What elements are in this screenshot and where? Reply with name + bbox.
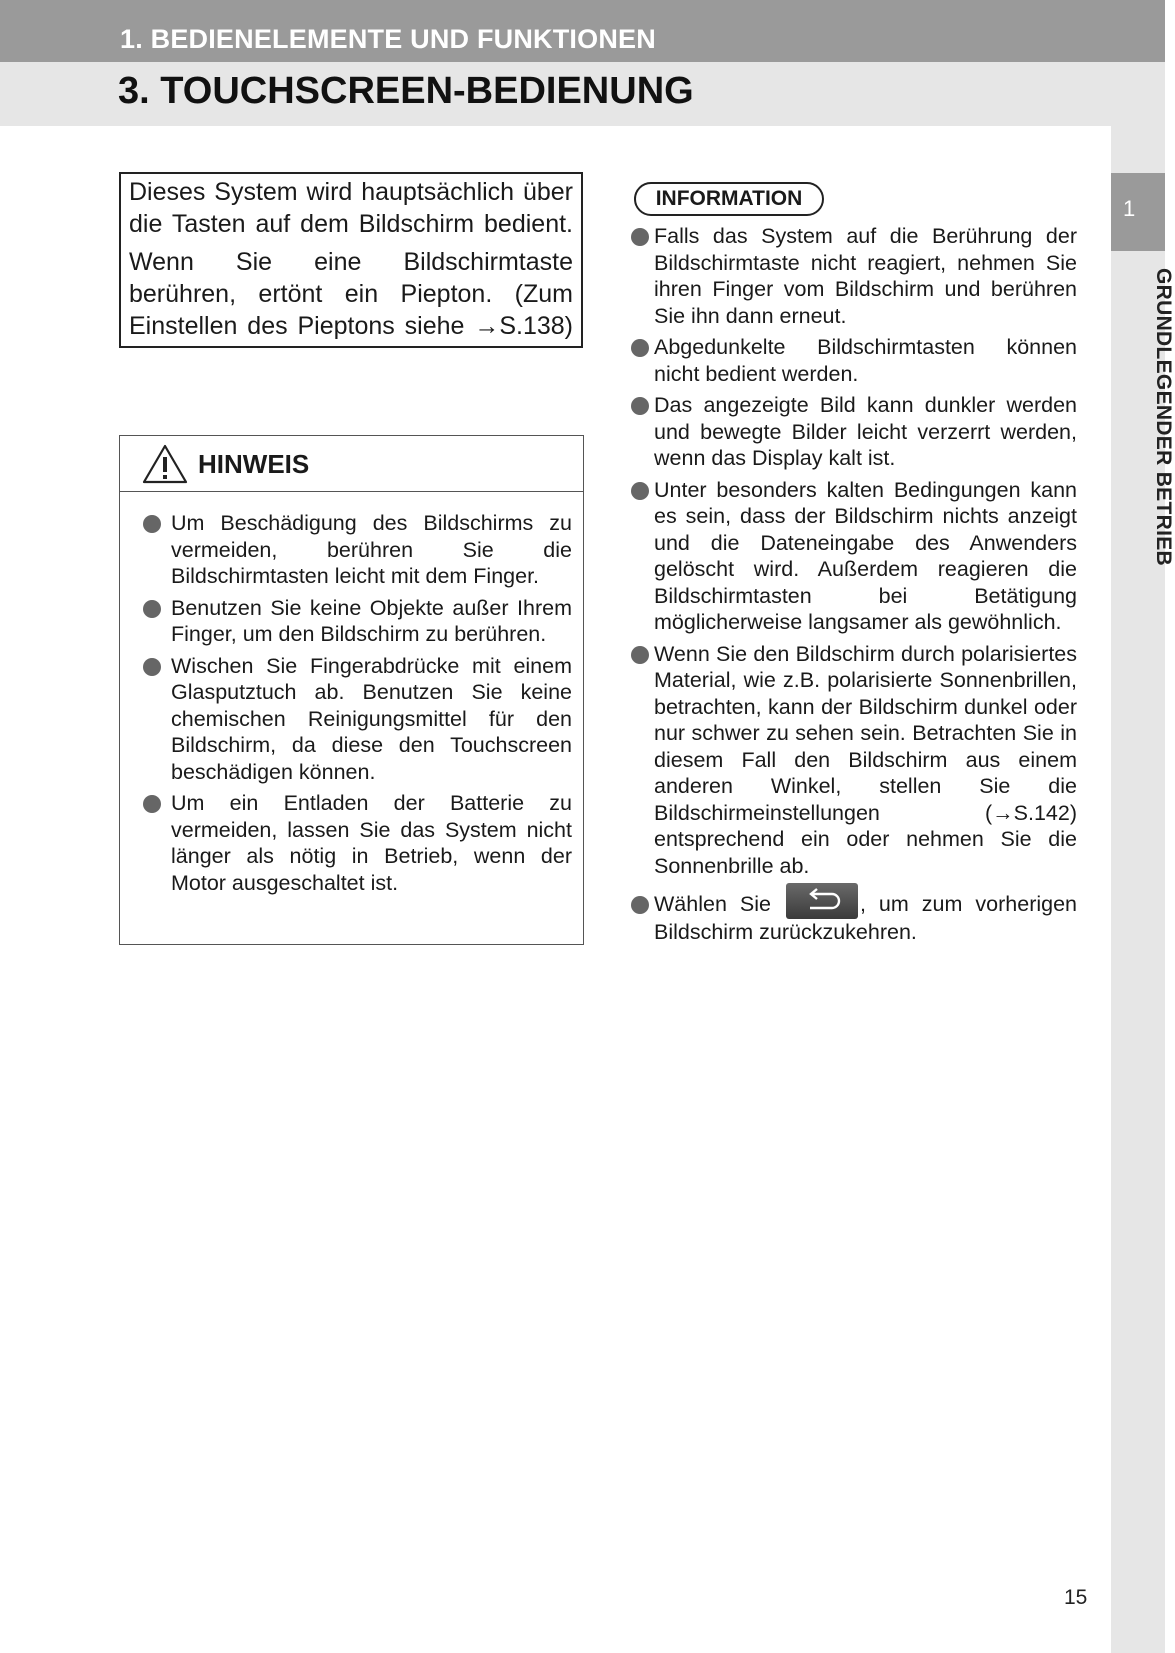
info-item: Falls das System auf die Berührung der Bildschirmtaste nicht reagiert, nehmen Sie ihren Finger vom Bildschirm und berühren Sie ihn dann erneut. <box>631 223 1077 329</box>
page-title: 3. TOUCHSCREEN-BEDIENUNG <box>118 70 694 112</box>
bullet-icon <box>143 600 161 618</box>
notice-title: HINWEIS <box>198 449 310 479</box>
info-item: Wenn Sie den Bildschirm durch polarisiertes Material, wie z.B. polarisierte Sonnenbrillen, betrachten, kann der Bildschirm dunkel oder nur schwer zu sehen sein. Betrachten Sie in diesem Fall den Bildschirm aus einem anderen Winkel, stellen Sie die Bildschirmeinstellungen (→S.142) entsprechend ein oder nehmen Sie die Sonnenbrille ab. <box>631 641 1077 880</box>
notice-item: Wischen Sie Fingerabdrücke mit einem Glasputztuch ab. Benutzen Sie keine chemischen Reinigungsmittel für den Bildschirm, da diese den Touchscreen beschädigen können. <box>143 653 572 786</box>
bullet-icon <box>631 228 649 246</box>
information-badge: INFORMATION <box>634 182 824 216</box>
chapter-number: 1 <box>1123 196 1136 221</box>
section-label: 1. BEDIENELEMENTE UND FUNKTIONEN <box>120 24 656 54</box>
bullet-icon <box>143 795 161 813</box>
notice-header <box>120 436 583 492</box>
info-item: Abgedunkelte Bildschirmtasten können nicht bedient werden. <box>631 334 1077 387</box>
back-button[interactable] <box>786 883 858 919</box>
chapter-title: GRUNDLEGENDER BETRIEB <box>1152 268 1175 566</box>
intro-box <box>119 172 583 348</box>
page-number: 15 <box>1064 1586 1088 1609</box>
info-item: Das angezeigte Bild kann dunkler werden und bewegte Bilder leicht verzerrt werden, wenn das Display kalt ist. <box>631 392 1077 472</box>
bullet-icon <box>143 658 161 676</box>
notice-box <box>119 435 584 945</box>
notice-item: Benutzen Sie keine Objekte außer Ihrem Finger, um den Bildschirm zu berühren. <box>143 595 572 648</box>
notice-item: Um Beschädigung des Bildschirms zu vermeiden, berühren Sie die Bildschirmtasten leicht mit dem Finger. <box>143 510 572 590</box>
info-item: Unter besonders kalten Bedingungen kann es sein, dass der Bildschirm nichts anzeigt und die Dateneingabe des Anwenders gelöscht wird. Außerdem reagieren die Bildschirmtasten bei Betätigung möglicherweise langsamer als gewöhnlich. <box>631 477 1077 636</box>
info-item-back: Wählen Sie , um zum vorherigen Bildschirm zurückzukehren. <box>631 891 1077 946</box>
chapter-tab[interactable] <box>1111 173 1165 251</box>
intro-paragraph-2: Wenn Sie eine Bildschirmtaste berühren, ertönt ein Piepton. (Zum Einstellen des Pieptons siehe →S.138) <box>129 248 573 340</box>
warning-triangle-icon <box>142 443 188 490</box>
bullet-icon <box>631 646 649 664</box>
intro-paragraph-1: Dieses System wird hauptsächlich über die Tasten auf dem Bildschirm bedient. <box>129 178 573 238</box>
bullet-icon <box>631 339 649 357</box>
notice-list <box>120 492 583 896</box>
notice-item: Um ein Entladen der Batterie zu vermeiden, lassen Sie das System nicht länger als nötig in Betrieb, wenn der Motor ausgeschaltet ist. <box>143 790 572 896</box>
bullet-icon <box>631 482 649 500</box>
bullet-icon <box>631 896 649 914</box>
back-arrow-icon <box>802 889 842 913</box>
information-list <box>631 223 1077 951</box>
bullet-icon <box>143 515 161 533</box>
bullet-icon <box>631 397 649 415</box>
